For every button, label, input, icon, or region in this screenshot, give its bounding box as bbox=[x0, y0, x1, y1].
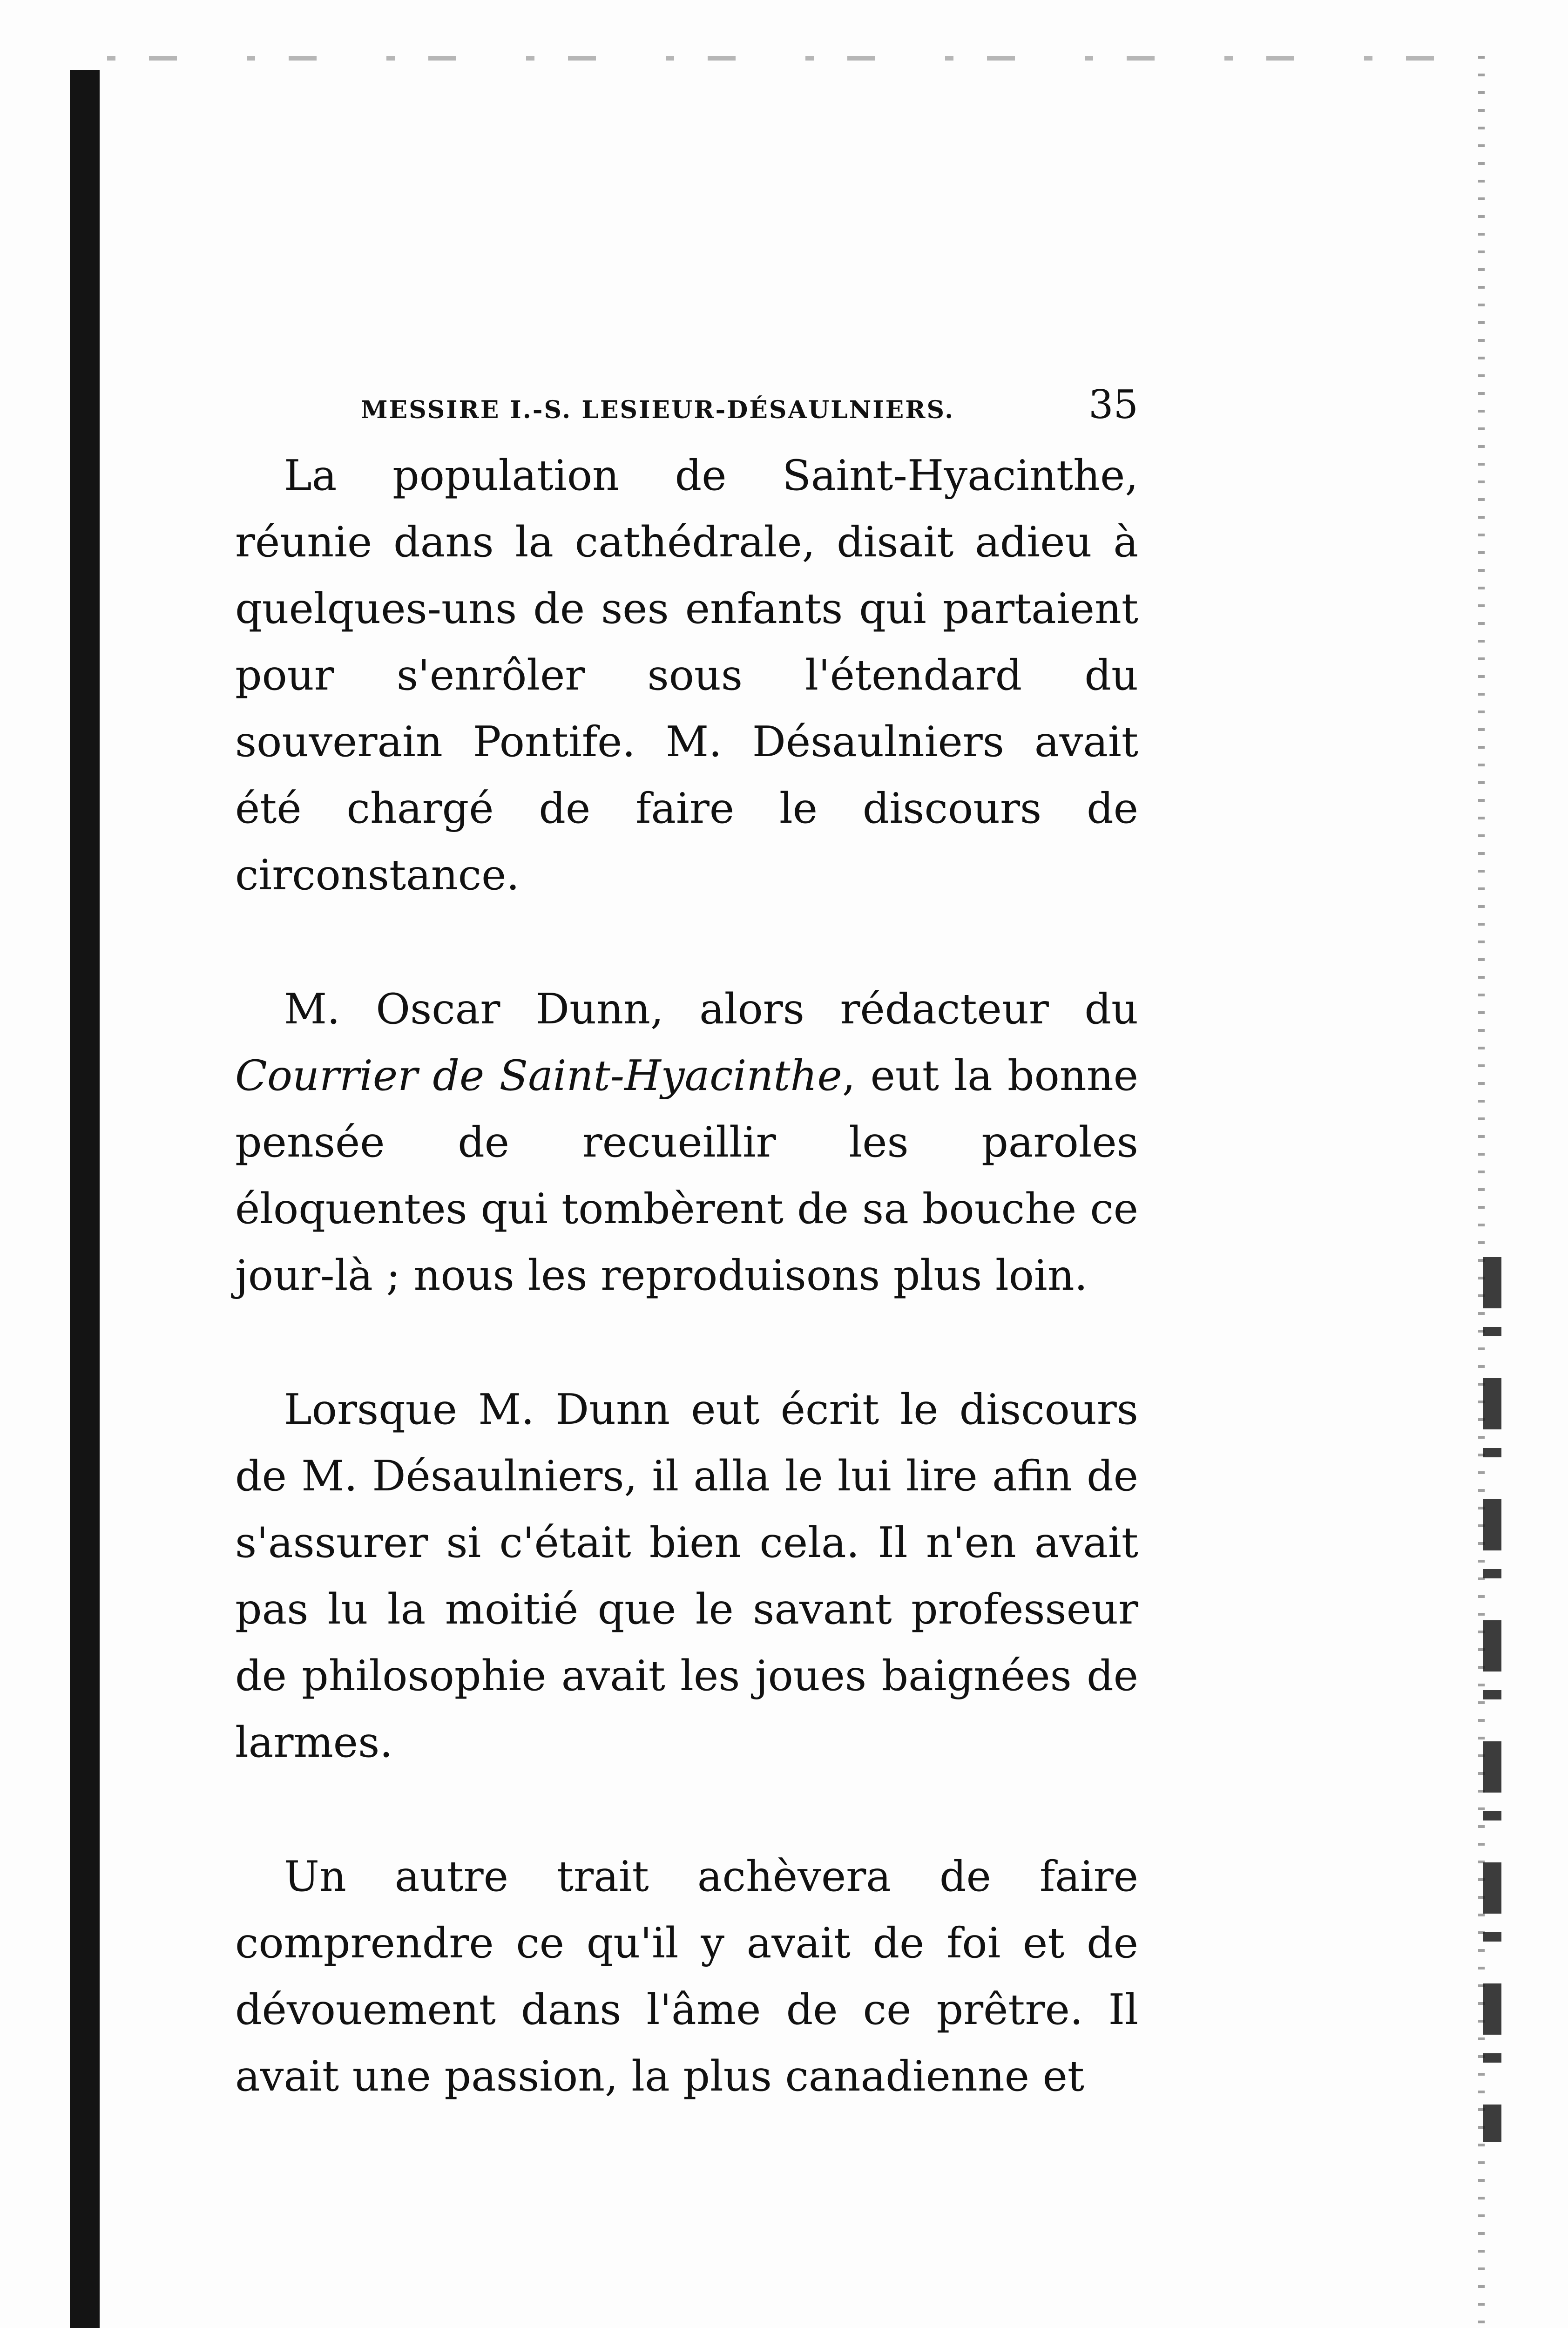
page-content bbox=[235, 382, 1138, 2177]
paragraph-2 bbox=[235, 976, 1138, 1309]
newspaper-title: Courrier de Saint-Hyacinthe bbox=[235, 1051, 842, 1100]
paragraph-2-end: , eut la bonne pensée de recueillir les paroles éloquentes qui tombèrent de sa bouche ce jour-là ; nous les reproduisons plus loin. bbox=[235, 1051, 1138, 1300]
running-title: MESSIRE I.-S. LESIEUR-DÉSAULNIERS. bbox=[361, 396, 955, 424]
running-head bbox=[361, 382, 1138, 433]
binding-edge bbox=[70, 70, 100, 2328]
scan-speckle-top bbox=[107, 56, 1457, 61]
paragraph-1: La population de Saint-Hyacinthe, réunie dans la cathédrale, disait adieu à quelques-uns de ses enfants qui partaient pour s'enrôler sous l'étendard du souverain Pontife. M. Désaulniers avait été chargé de faire le discours de circonstance. bbox=[235, 451, 1138, 900]
paragraph-2-start: M. Oscar Dunn, alors rédacteur du bbox=[284, 985, 1138, 1034]
paragraph-3: Lorsque M. Dunn eut écrit le discours de M. Désaulniers, il alla le lui lire afin de s'assurer si c'était bien cela. Il n'en avait pas lu la moitié que le savant professeur de philosophie avait les joues baignées de larmes. bbox=[235, 1385, 1138, 1767]
page-edge-marks bbox=[1483, 1257, 1501, 2142]
page-number: 35 bbox=[1088, 382, 1138, 427]
paragraph-4: Un autre trait achèvera de faire comprendre ce qu'il y avait de foi et de dévouement dans l'âme de ce prêtre. Il avait une passion, la plus canadienne et bbox=[235, 1852, 1138, 2101]
